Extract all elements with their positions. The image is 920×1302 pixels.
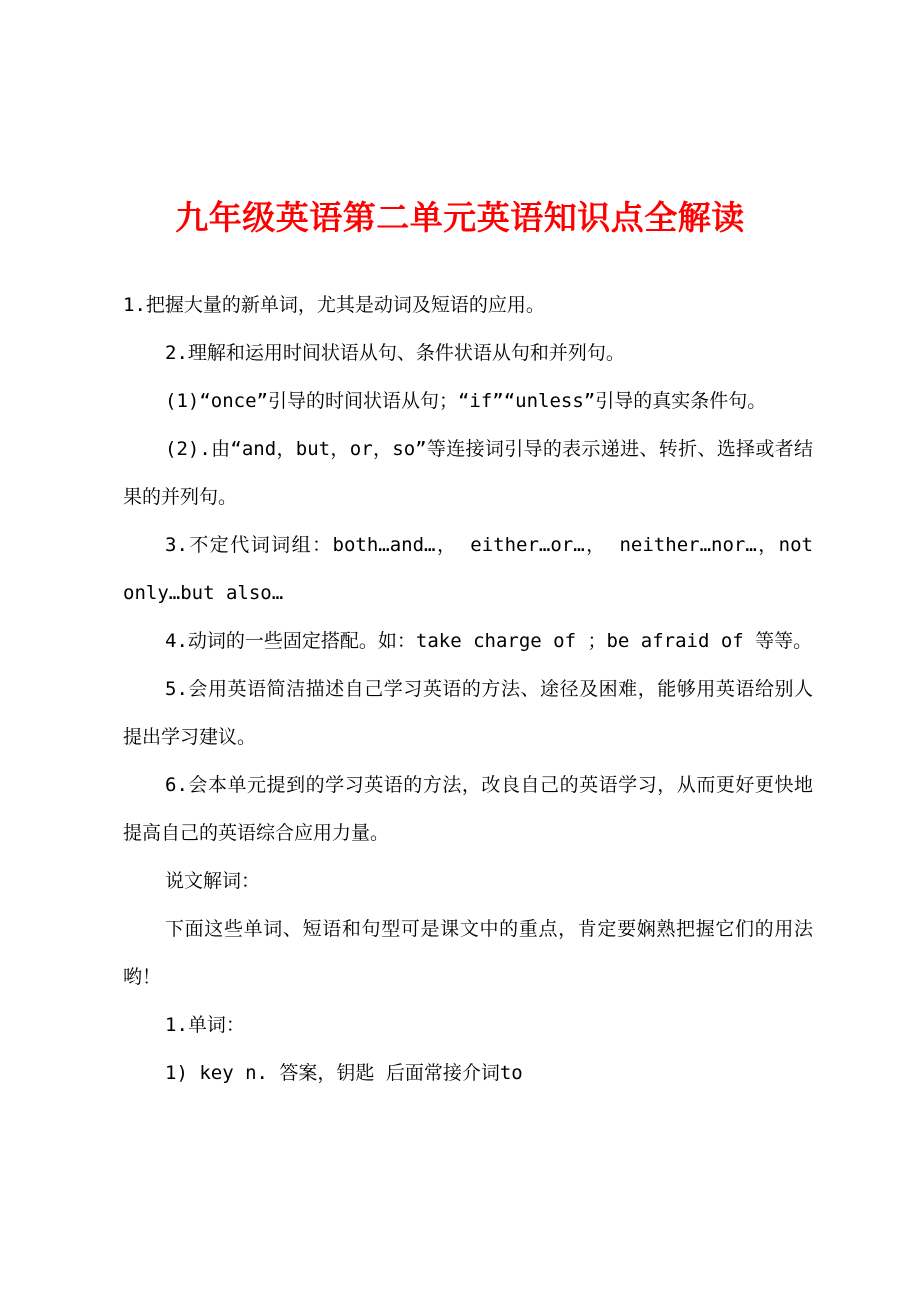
paragraph-3: (1)“once”引导的时间状语从句；“if”“unless”引导的真实条件句。 (165, 390, 767, 412)
paragraph-4: (2).由“and，but，or，so”等连接词引导的表示递进、转折、选择或者结果的并列句。 (123, 438, 813, 508)
paragraph-10: 下面这些单词、短语和句型可是课文中的重点，肯定要娴熟把握它们的用法哟！ (123, 918, 813, 988)
paragraph-8: 6.会本单元提到的学习英语的方法，改良自己的英语学习，从而更好更快地提高自己的英语综合应用力量。 (123, 774, 813, 844)
paragraph-5: 3.不定代词词组：both…and…， either…or…， neither…nor…，not only…but also… (123, 534, 813, 604)
paragraph-1: 1.把握大量的新单词，尤其是动词及短语的应用。 (123, 294, 545, 316)
document-title: 九年级英语第二单元英语知识点全解读 (175, 198, 745, 237)
paragraph-7: 5.会用英语简洁描述自己学习英语的方法、途径及困难，能够用英语给别人提出学习建议。 (123, 678, 813, 748)
paragraph-6: 4.动词的一些固定搭配。如：take charge of ；be afraid of 等等。 (165, 630, 813, 652)
document-body (123, 281, 813, 1097)
paragraph-9: 说文解词： (165, 870, 261, 892)
paragraph-11: 1.单词： (165, 1014, 245, 1036)
paragraph-2: 2.理解和运用时间状语从句、条件状语从句和并列句。 (165, 342, 625, 364)
paragraph-12: 1) key n. 答案，钥匙 后面常接介词to (165, 1062, 523, 1084)
